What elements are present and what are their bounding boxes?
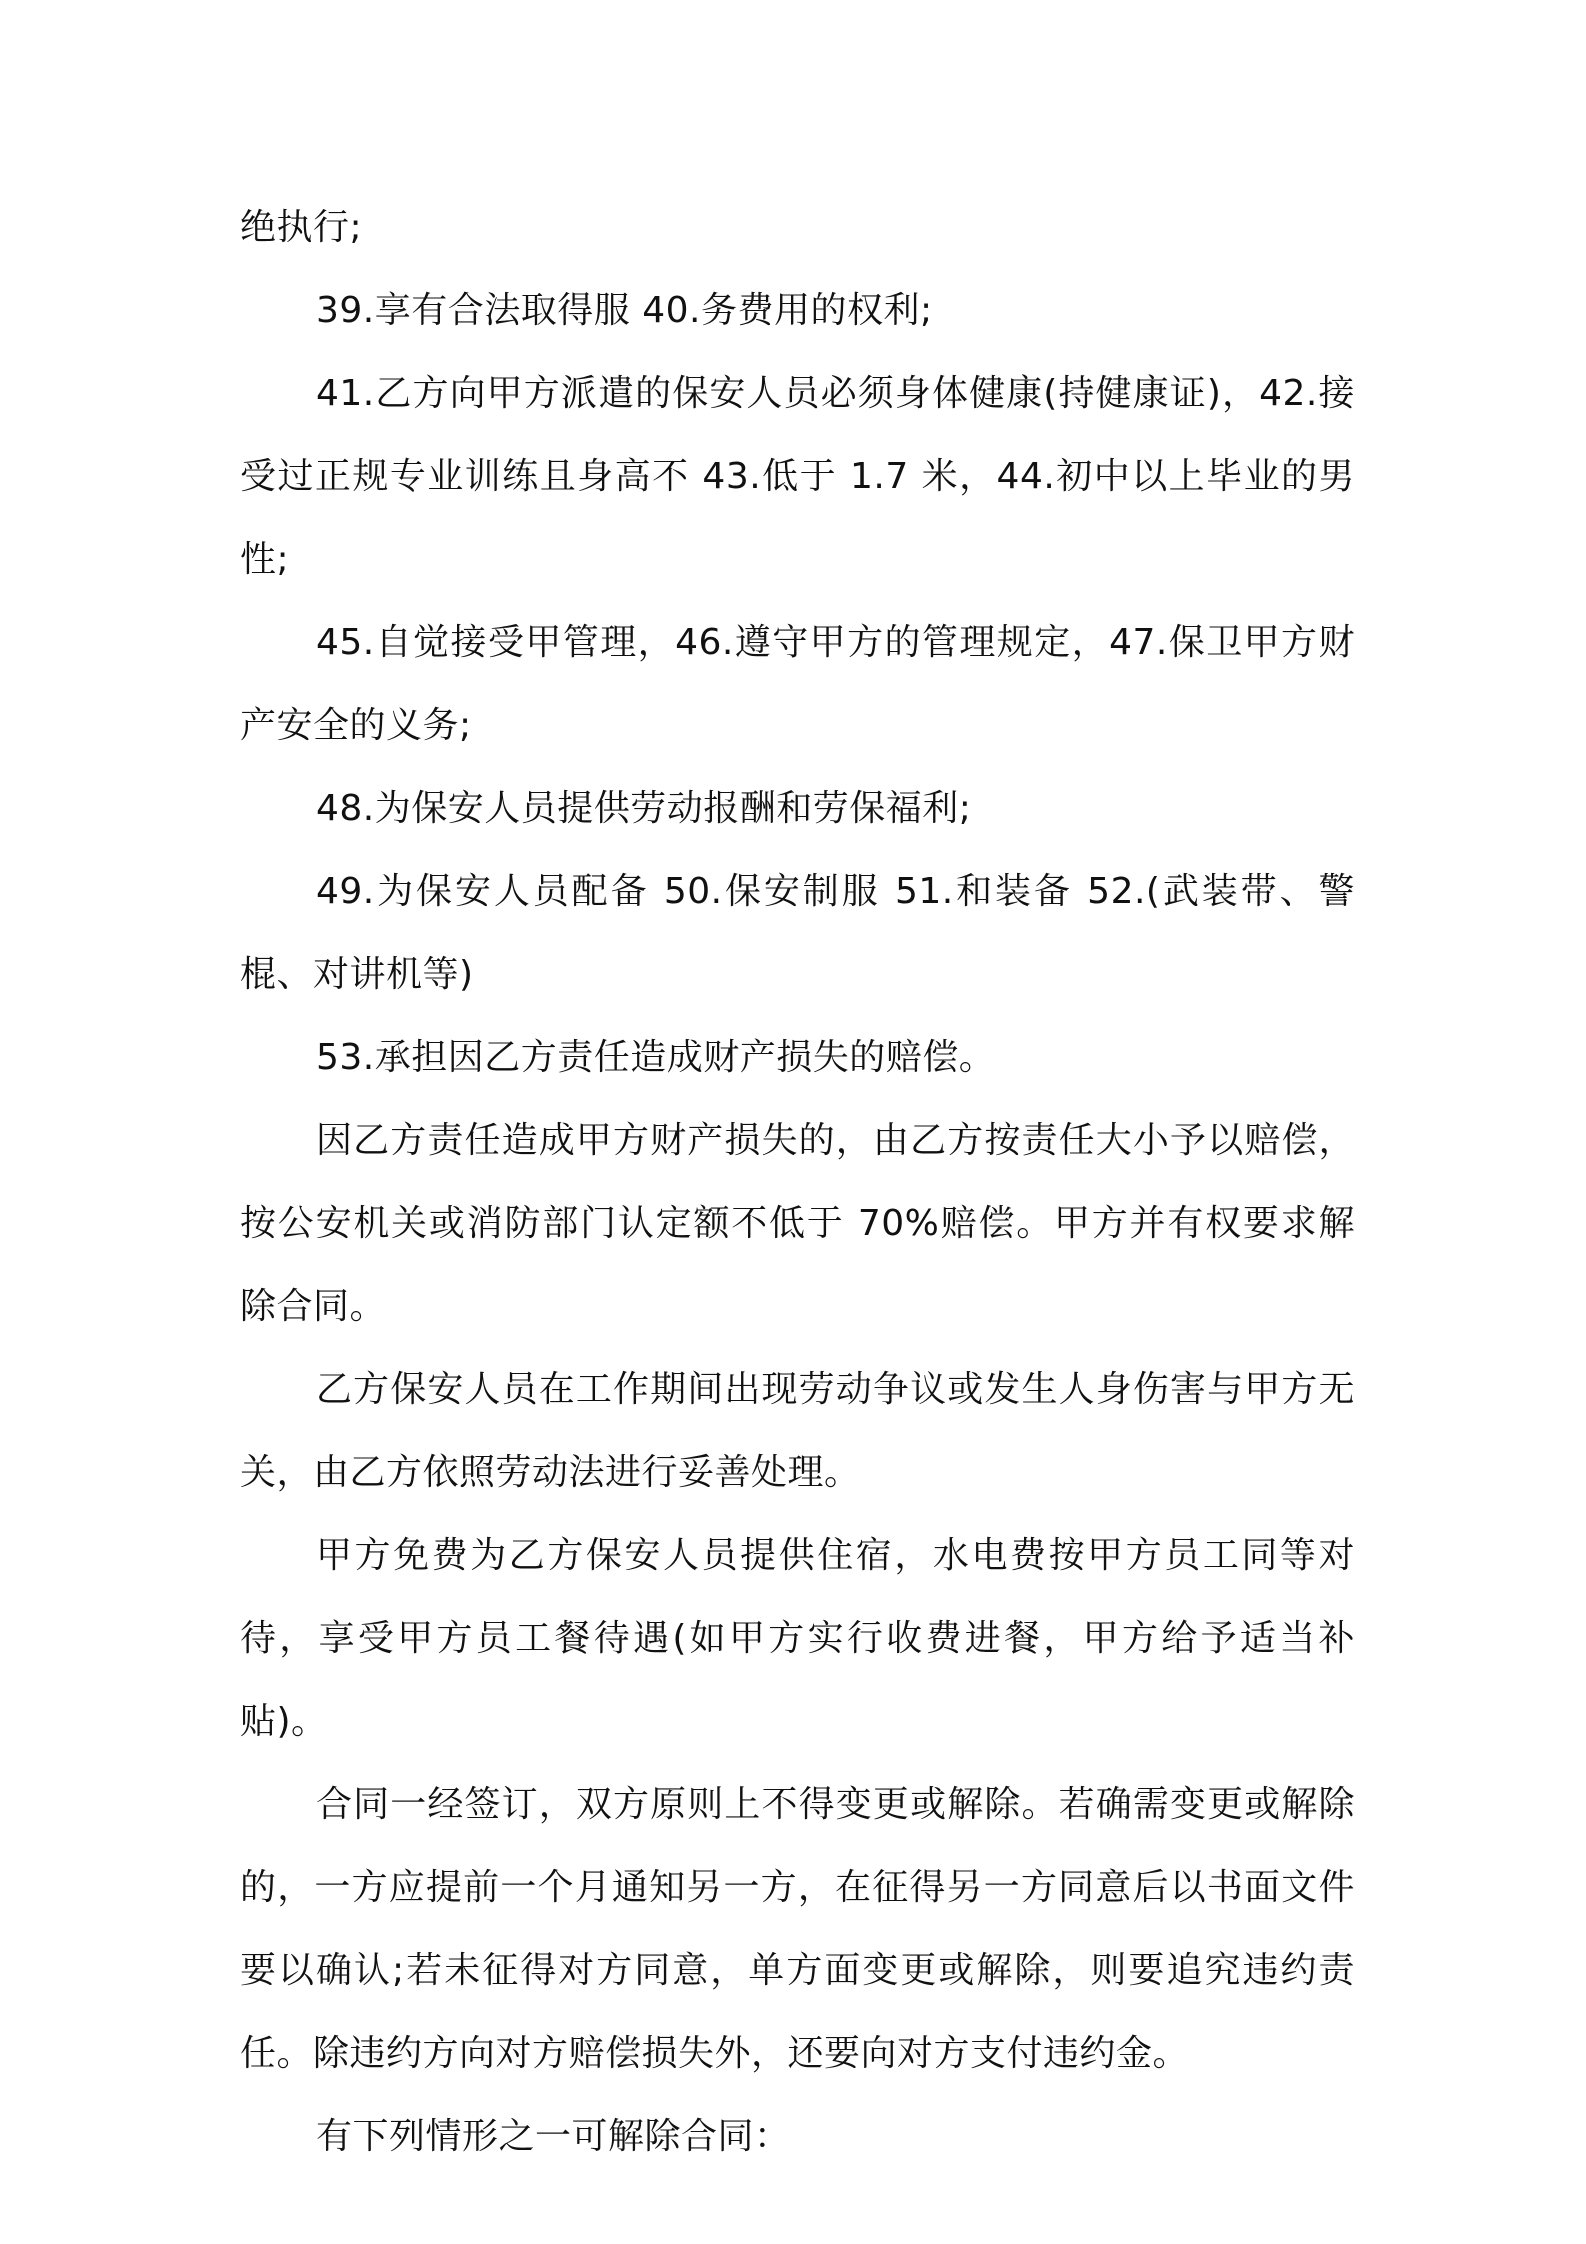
paragraph-39-40: 39.享有合法取得服 40.务费用的权利;	[316, 290, 933, 331]
document-body	[240, 186, 1355, 2178]
paragraph-48: 48.为保安人员提供劳动报酬和劳保福利;	[316, 788, 972, 829]
paragraph-termination-conditions: 有下列情形之一可解除合同：	[316, 2116, 791, 2157]
paragraph-accommodation: 甲方免费为乙方保安人员提供住宿，水电费按甲方员工同等对待，享受甲方员工餐待遇(如甲方实行收费进餐，甲方给予适当补贴)。	[240, 1535, 1355, 1742]
paragraph-53: 53.承担因乙方责任造成财产损失的赔偿。	[316, 1037, 996, 1078]
paragraph-49-52: 49.为保安人员配备 50.保安制服 51.和装备 52.(武装带、警棍、对讲机等)	[240, 871, 1355, 995]
paragraph-labor-dispute: 乙方保安人员在工作期间出现劳动争议或发生人身伤害与甲方无关，由乙方依照劳动法进行妥善处理。	[240, 1369, 1355, 1493]
paragraph-41-44: 41.乙方向甲方派遣的保安人员必须身体健康(持健康证)，42.接受过正规专业训练且身高不 43.低于 1.7 米，44.初中以上毕业的男性;	[240, 373, 1355, 580]
paragraph-contract-change: 合同一经签订，双方原则上不得变更或解除。若确需变更或解除的，一方应提前一个月通知另一方，在征得另一方同意后以书面文件要以确认;若未征得对方同意，单方面变更或解除，则要追究违约责任。除违约方向对方赔偿损失外，还要向对方支付违约金。	[240, 1784, 1355, 2074]
paragraph-continuation: 绝执行;	[240, 207, 363, 248]
paragraph-damage-compensation: 因乙方责任造成甲方财产损失的，由乙方按责任大小予以赔偿，按公安机关或消防部门认定额不低于 70%赔偿。甲方并有权要求解除合同。	[240, 1120, 1355, 1327]
paragraph-45-47: 45.自觉接受甲管理，46.遵守甲方的管理规定，47.保卫甲方财产安全的义务;	[240, 622, 1355, 746]
